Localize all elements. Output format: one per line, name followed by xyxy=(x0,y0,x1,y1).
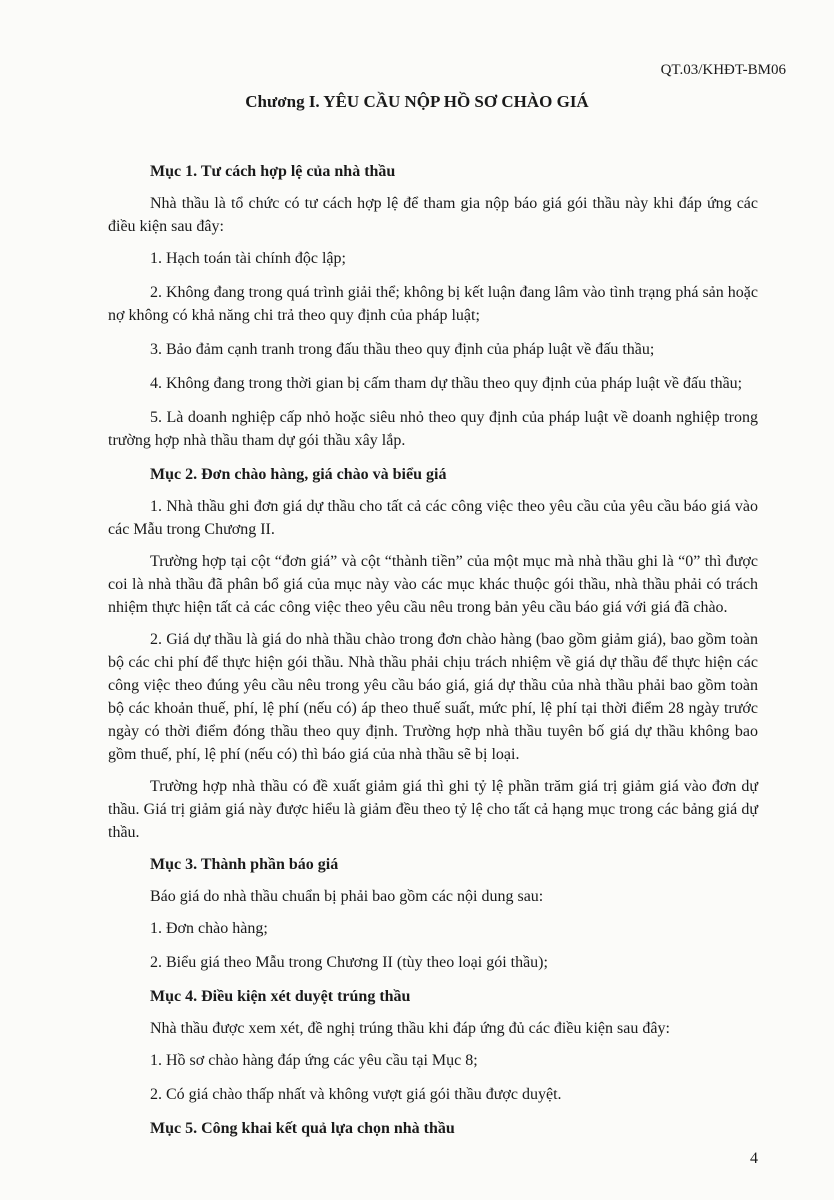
list-item: 1. Hạch toán tài chính độc lập; xyxy=(150,250,346,267)
section-heading: Mục 1. Tư cách hợp lệ của nhà thầu xyxy=(150,163,396,180)
list-item: 2. Biểu giá theo Mẫu trong Chương II (tùy theo loại gói thầu); xyxy=(150,954,548,971)
document-body xyxy=(108,160,758,1149)
section-heading: Mục 3. Thành phần báo giá xyxy=(150,856,339,873)
paragraph: 1. Nhà thầu ghi đơn giá dự thầu cho tất cả các công việc theo yêu cầu của yêu cầu báo giá vào các Mẫu trong Chương II. xyxy=(108,498,758,538)
list-item: 1. Hồ sơ chào hàng đáp ứng các yêu cầu tại Mục 8; xyxy=(150,1052,478,1069)
list-item: 2. Không đang trong quá trình giải thể; không bị kết luận đang lâm vào tình trạng phá sản hoặc nợ không có khả năng chi trả theo quy định của pháp luật; xyxy=(108,284,758,324)
paragraph: 2. Giá dự thầu là giá do nhà thầu chào trong đơn chào hàng (bao gồm giảm giá), bao gồm toàn bộ các chi phí để thực hiện gói thầu. Nhà thầu phải chịu trách nhiệm về giá dự thầu để thực hiện các công việc theo đúng yêu cầu nêu trong yêu cầu báo giá, giá dự thầu của nhà thầu phải bao gồm toàn bộ các khoản thuế, phí, lệ phí (nếu có) áp theo thuế suất, mức phí, lệ phí tại thời điểm 28 ngày trước ngày có thời điểm đóng thầu theo quy định. Trường hợp nhà thầu tuyên bố giá dự thầu không bao gồm thuế, phí, lệ phí (nếu có) thì báo giá của nhà thầu sẽ bị loại. xyxy=(108,631,758,763)
list-item: 5. Là doanh nghiệp cấp nhỏ hoặc siêu nhỏ theo quy định của pháp luật về doanh nghiệp trong trường hợp nhà thầu tham dự gói thầu xây lắp. xyxy=(108,409,758,449)
form-code: QT.03/KHĐT-BM06 xyxy=(660,62,786,78)
chapter-title: Chương I. YÊU CẦU NỘP HỒ SƠ CHÀO GIÁ xyxy=(245,92,589,111)
section-heading: Mục 5. Công khai kết quả lựa chọn nhà thầu xyxy=(150,1120,455,1137)
list-item: 1. Đơn chào hàng; xyxy=(150,920,268,937)
list-item: 2. Có giá chào thấp nhất và không vượt giá gói thầu được duyệt. xyxy=(150,1086,562,1103)
paragraph: Trường hợp tại cột “đơn giá” và cột “thành tiền” của một mục mà nhà thầu ghi là “0” thì được coi là nhà thầu đã phân bổ giá của mục này vào các mục khác thuộc gói thầu, nhà thầu phải có trách nhiệm thực hiện tất cả các công việc theo yêu cầu nêu trong bản yêu cầu báo giá với giá đã chào. xyxy=(108,553,758,616)
paragraph: Trường hợp nhà thầu có đề xuất giảm giá thì ghi tỷ lệ phần trăm giá trị giảm giá vào đơn dự thầu. Giá trị giảm giá này được hiểu là giảm đều theo tỷ lệ cho tất cả hạng mục trong các bảng giá dự thầu. xyxy=(108,778,758,841)
page-number: 4 xyxy=(750,1150,758,1167)
paragraph: Báo giá do nhà thầu chuẩn bị phải bao gồm các nội dung sau: xyxy=(150,888,544,905)
list-item: 3. Bảo đảm cạnh tranh trong đấu thầu theo quy định của pháp luật về đấu thầu; xyxy=(150,341,655,358)
paragraph: Nhà thầu là tổ chức có tư cách hợp lệ để tham gia nộp báo giá gói thầu này khi đáp ứng các điều kiện sau đây: xyxy=(108,195,758,235)
list-item: 4. Không đang trong thời gian bị cấm tham dự thầu theo quy định của pháp luật về đấu thầu; xyxy=(150,375,743,392)
section-heading: Mục 2. Đơn chào hàng, giá chào và biểu giá xyxy=(150,466,447,483)
paragraph: Nhà thầu được xem xét, đề nghị trúng thầu khi đáp ứng đủ các điều kiện sau đây: xyxy=(150,1020,670,1037)
section-heading: Mục 4. Điều kiện xét duyệt trúng thầu xyxy=(150,988,411,1005)
